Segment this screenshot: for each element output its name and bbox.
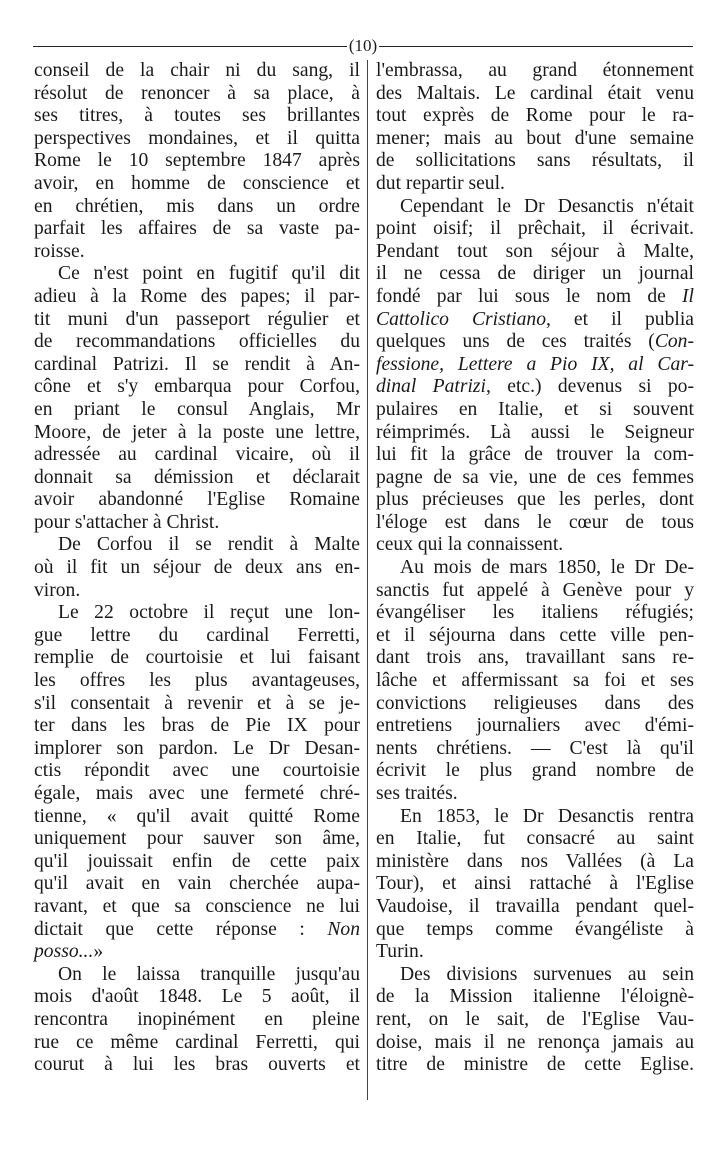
text-line: parfait les affaires de sa vaste pa- [34, 218, 360, 240]
text-line: pour s'attacher à Christ. [34, 511, 220, 533]
text-line: Tour), et ainsi rattaché à l'Eglise [376, 873, 694, 895]
text-line: quelques uns de ces traités (Con- [376, 331, 694, 353]
italic-text: Con- [654, 331, 694, 353]
text-line: de recommandations officielles du [34, 331, 360, 353]
text-line [376, 354, 694, 377]
text-line: en Italie, fut consacré au saint [376, 828, 694, 850]
text-line: cardinal Patrizi. Il se rendit à An- [34, 353, 360, 375]
text-line: écrivit le plus grand nombre de [376, 760, 694, 782]
text-line: et il séjourna dans cette ville pen- [376, 624, 694, 646]
text-line: évangéliser les italiens réfugiés; [376, 602, 694, 624]
text-line: où il fit un séjour de deux ans en- [34, 557, 360, 579]
italic-text: Il [682, 285, 694, 307]
column-divider [367, 60, 368, 1100]
text-line: tit muni d'un passeport régulier et [34, 308, 360, 330]
text-line: Vaudoise, il travailla pendant quel- [376, 895, 694, 917]
text-line: Turin. [376, 941, 424, 963]
text-line: implorer son pardon. Le Dr Desan- [34, 737, 360, 759]
text-line: ses traités. [376, 783, 458, 804]
page-number: (10) [348, 36, 378, 55]
text-line: rue ce même cardinal Ferretti, qui [34, 1031, 360, 1053]
text-line: avoir abandonné l'Eglise Romaine [34, 489, 360, 511]
text-line: égale, mais avec une fermeté chré- [34, 783, 360, 804]
text-line: doise, mais il ne renonça jamais au [376, 1031, 694, 1053]
text-line: mener; mais au bout d'une semaine [376, 127, 694, 149]
text-line: dictait que cette réponse : Non [34, 918, 360, 940]
italic-text: Non [327, 918, 360, 940]
text-line: remplie de courtoisie et lui faisant [34, 647, 360, 669]
text-line: dinal Patrizi, etc.) devenus si po- [376, 376, 694, 398]
header-rule-left [33, 46, 347, 47]
text-line: Ce n'est point en fugitif qu'il dit [58, 263, 360, 285]
text-line: s'il consentait à revenir et à se je- [34, 692, 360, 714]
text-line: Le 22 octobre il reçut une lon- [58, 602, 360, 624]
text-line: en priant le consul Anglais, Mr [34, 398, 360, 420]
text-line: il ne cessa de diriger un journal [376, 263, 694, 285]
text-line: perspectives mondaines, et il quitta [34, 127, 360, 149]
right-column [376, 60, 694, 1077]
text-line: gue lettre du cardinal Ferretti, [34, 624, 360, 646]
text-line: donnait sa démission et déclarait [34, 466, 360, 488]
header-rule-right [379, 46, 693, 47]
text-line: que temps comme évangéliste à [376, 918, 694, 940]
text-line: des Maltais. Le cardinal était venu [376, 82, 694, 104]
text-line: sanctis fut appelé à Genève pour y [376, 579, 694, 601]
text-line: qu'il jouissait enfin de cette paix [34, 850, 360, 872]
text-line: conseil de la chair ni du sang, il [34, 60, 360, 81]
text-line: Pendant tout son séjour à Malte, [376, 240, 694, 262]
text-line: entretiens journaliers avec d'émi- [376, 715, 694, 737]
text-line: On le laissa tranquille jusqu'au [58, 963, 360, 985]
text-line: lâche et affermissant sa foi et ses [376, 670, 694, 692]
text-line: l'éloge est dans le cœur de tous [376, 511, 694, 533]
text-line: avoir, en homme de conscience et [34, 172, 360, 194]
text-line: adieu à la Rome des papes; il par- [34, 285, 360, 307]
text-line: De Corfou il se rendit à Malte [58, 534, 360, 556]
text-line: ses titres, à toutes ses brillantes [34, 105, 360, 127]
text-line: point oisif; il prêchait, il écrivait. [376, 218, 694, 240]
text-line: Rome le 10 septembre 1847 après [34, 150, 360, 172]
text-line: réimprimés. Là aussi le Seigneur [376, 421, 694, 443]
italic-text: Cattolico Cristiano [376, 308, 546, 330]
text-line: ceux qui la connaissent. [376, 534, 564, 556]
text-line: Cattolico Cristiano, et il publia [376, 308, 694, 330]
text-line: titre de ministre de cette Eglise. [376, 1054, 694, 1076]
text-line: En 1853, le Dr Desanctis rentra [400, 805, 694, 827]
italic-text: dinal Patrizi [376, 376, 486, 398]
text-line: lui fit la grâce de trouver la com- [376, 444, 694, 466]
text-line: nents chrétiens. — C'est là qu'il [376, 737, 694, 759]
page-header [33, 35, 693, 57]
text-line: courut à lui les bras ouverts et [34, 1054, 360, 1076]
text-line: Au mois de mars 1850, le Dr De- [400, 557, 694, 579]
text-line: Des divisions survenues au sein [400, 963, 694, 985]
text-line: uniquement pour sauver son âme, [34, 828, 360, 850]
text-line: convictions religieuses dans des [376, 692, 694, 714]
left-column [34, 60, 360, 1077]
text-line: dant trois ans, travaillant sans re- [376, 647, 694, 669]
text-line: tout exprès de Rome pour le ra- [376, 105, 694, 127]
text-line: adressée au cardinal vicaire, où il [34, 444, 360, 466]
italic-text: fessione, Lettere a Pio IX, al Car- [376, 353, 694, 375]
text-line: de la Mission italienne l'éloignè- [376, 986, 694, 1008]
text-line: ter dans les bras de Pie IX pour [34, 715, 360, 737]
text-line: cône et s'y embarqua pour Corfou, [34, 376, 360, 398]
text-line: l'embrassa, au grand étonnement [376, 60, 694, 81]
text-line: les offres les plus avantageuses, [34, 670, 360, 692]
text-line: tienne, « qu'il avait quitté Rome [34, 805, 360, 827]
text-line: Cependant le Dr Desanctis n'était [400, 195, 694, 217]
text-line: fondé par lui sous le nom de Il [376, 285, 694, 307]
text-line: rent, on le sait, de l'Eglise Vau- [376, 1008, 694, 1030]
text-line: pagne de sa vie, une de ces femmes [376, 466, 694, 488]
text-line: roisse. [34, 240, 85, 262]
text-line: en chrétien, mis dans un ordre [34, 195, 360, 217]
text-line: viron. [34, 579, 81, 601]
text-line: ministère dans nos Vallées (à La [376, 850, 694, 872]
text-line: ravant, et que sa conscience ne lui [34, 895, 360, 917]
text-line: ctis répondit avec une courtoisie [34, 760, 360, 782]
text-line: posso...» [34, 941, 104, 963]
text-line: pulaires en Italie, et si souvent [376, 398, 694, 420]
text-line: de sollicitations sans résultats, il [376, 150, 694, 172]
italic-text: posso... [34, 941, 94, 963]
text-line: plus précieuses que les perles, dont [376, 489, 694, 511]
text-line: dut repartir seul. [376, 172, 505, 194]
text-line: résolut de renoncer à sa place, à [34, 82, 360, 104]
text-line: qu'il avait en vain cherchée aupa- [34, 873, 360, 895]
text-line: mois d'août 1848. Le 5 août, il [34, 986, 360, 1008]
text-line: Moore, de jeter à la poste une lettre, [34, 421, 360, 443]
text-line: rencontra inopinément en pleine [34, 1008, 360, 1030]
